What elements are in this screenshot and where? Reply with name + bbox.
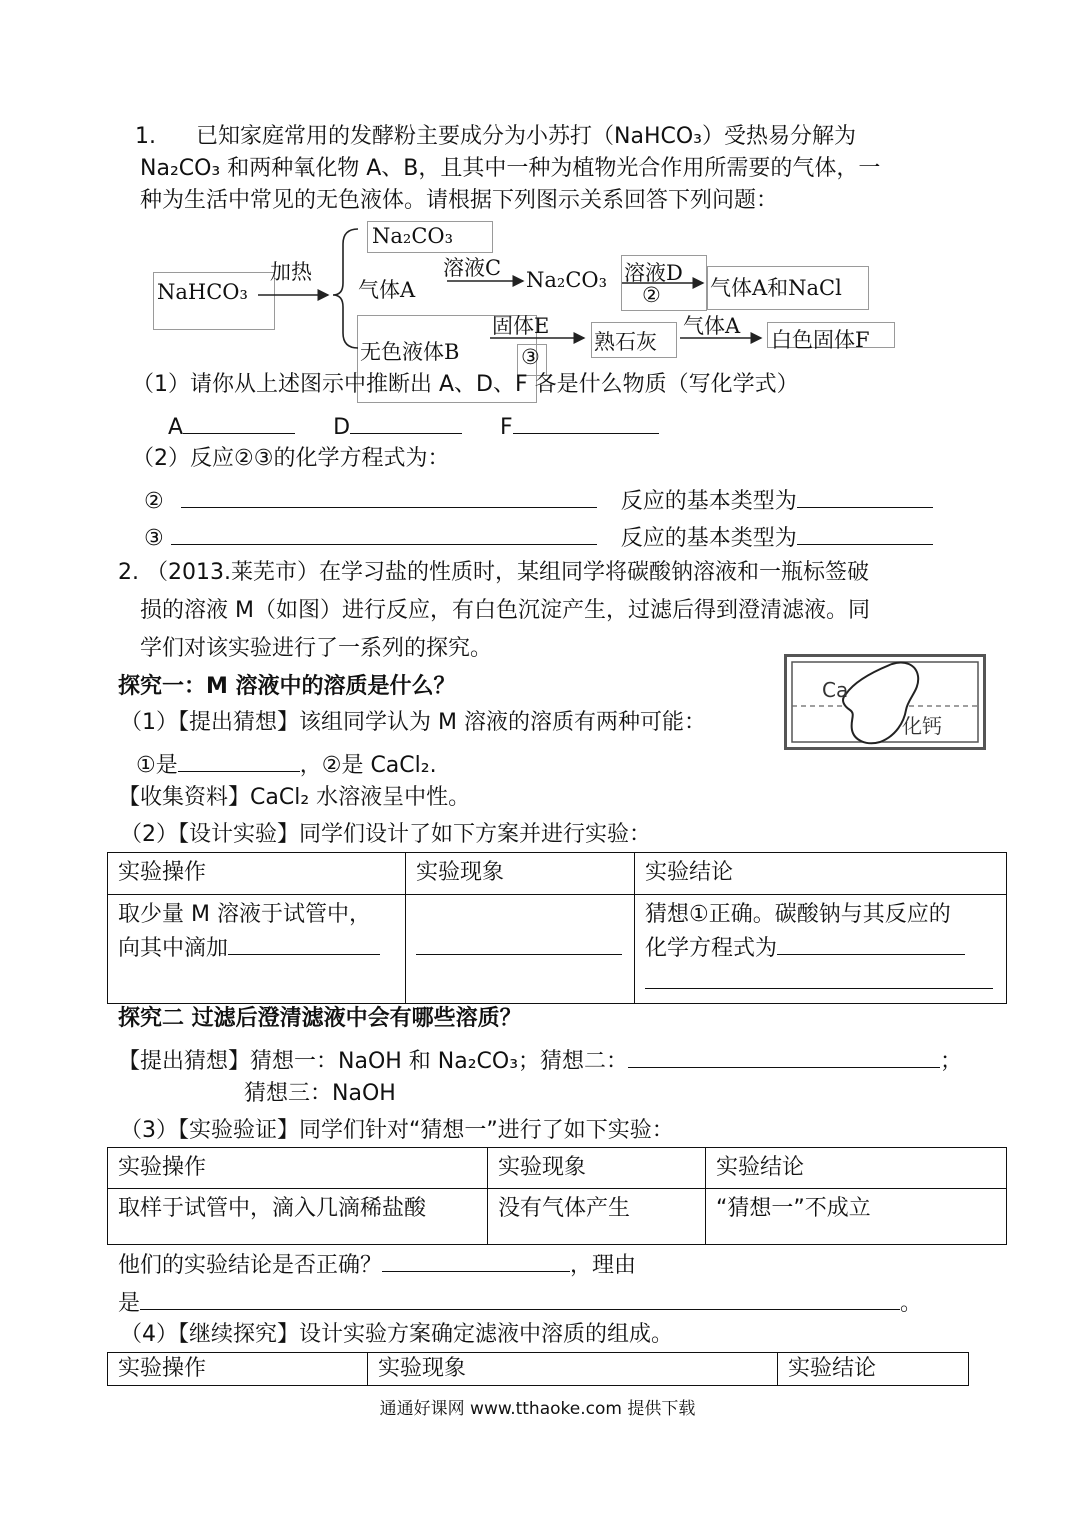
solution-d-label: 溶液D <box>624 261 683 285</box>
t1-conc-line2: 化学方程式为 <box>645 935 778 961</box>
q1-sub2: （2）反应②③的化学方程式为： <box>132 446 450 471</box>
reason-blank[interactable] <box>140 1286 900 1310</box>
torn-label-figure <box>784 654 986 750</box>
blank-d-line[interactable] <box>350 410 462 434</box>
t1-conc-blank-2[interactable] <box>645 965 993 989</box>
reason-label: ，理由 <box>570 1253 637 1279</box>
guess-two-end: ； <box>940 1049 963 1075</box>
q2-line2: 损的溶液 M（如图）进行反应，有白色沉淀产生，过滤后得到澄清滤液。同 <box>140 598 870 623</box>
reaction-3-type-label: 反应的基本类型为 <box>620 526 797 552</box>
t3-header-conclusion: 实验结论 <box>778 1353 969 1386</box>
experiment-table-3 <box>107 1352 969 1386</box>
experiment-table-1 <box>107 852 1007 1004</box>
label-text-left: Ca <box>822 678 849 702</box>
t1-conc-blank[interactable] <box>777 931 965 955</box>
reaction-3-label: ③ <box>144 526 164 552</box>
guess-intro: （1）【提出猜想】该组同学认为 M 溶液的溶质有两种可能： <box>120 710 706 735</box>
correct-blank[interactable] <box>382 1248 570 1272</box>
t1-op-line1: 取少量 M 溶液于试管中， <box>118 902 371 927</box>
collect-info: 【收集资料】CaCl₂ 水溶液呈中性。 <box>118 785 471 810</box>
experiment-table-2 <box>107 1147 1007 1245</box>
correct-question-row <box>118 1248 636 1279</box>
torn-label-drawing <box>784 654 986 750</box>
q2-line3: 学们对该实验进行了一系列的探究。 <box>140 636 493 661</box>
diagram-arrows <box>0 0 1075 420</box>
lime-label: 熟石灰 <box>594 330 657 354</box>
blank-a-line[interactable] <box>183 410 295 434</box>
circle-2-label: ② <box>642 283 661 307</box>
t2-header-op: 实验操作 <box>108 1148 488 1189</box>
gas-a-label: 气体A <box>358 278 416 302</box>
verify-line: （3）【实验验证】同学们针对“猜想一”进行了如下实验： <box>120 1118 674 1143</box>
na2co3-mid-label: Na₂CO₃ <box>526 268 608 292</box>
guess-one-two-label: 【提出猜想】猜想一：NaOH 和 Na₂CO₃；猜想二： <box>118 1049 629 1075</box>
is-label: 是 <box>118 1291 141 1317</box>
t2-phenomenon-cell: 没有气体产生 <box>488 1188 706 1244</box>
label-text-right: 化钙 <box>902 714 942 738</box>
reaction-2-type-label: 反应的基本类型为 <box>620 489 797 515</box>
correct-question: 他们的实验结论是否正确？ <box>118 1253 383 1279</box>
t2-op-cell: 取样于试管中，滴入几滴稀盐酸 <box>108 1188 488 1244</box>
reaction-3-row <box>144 521 933 552</box>
reason-row <box>118 1286 922 1317</box>
q1-line3: 种为生活中常见的无色液体。请根据下列图示关系回答下列问题： <box>140 188 779 213</box>
t1-op-cell <box>108 895 406 1004</box>
t1-header-op: 实验操作 <box>108 853 406 895</box>
q1-sub1: （1）请你从上述图示中推断出 A、D、F 各是什么物质（写化学式） <box>132 372 799 397</box>
blank-d-label: D <box>333 415 351 441</box>
reaction-3-type-blank[interactable] <box>797 521 933 545</box>
design-line: （2）【设计实验】同学们设计了如下方案并进行实验： <box>120 822 651 847</box>
blank-f-label: F <box>500 415 513 441</box>
reaction-2-type-blank[interactable] <box>797 484 933 508</box>
liquid-b-label: 无色液体B <box>360 340 460 364</box>
t1-phenomenon-cell <box>406 895 635 1004</box>
blank-a-label: A <box>168 415 184 441</box>
footer: 通通好课网 www.tthaoke.com 提供下载 <box>379 1399 696 1419</box>
t1-op-blank[interactable] <box>228 931 380 955</box>
t3-header-phenomenon: 实验现象 <box>368 1353 778 1386</box>
solution-c-label: 溶液C <box>443 256 502 280</box>
guess-two-blank[interactable] <box>628 1044 940 1068</box>
white-solid-f-label: 白色固体F <box>771 328 870 352</box>
guess-three: 猜想三：NaOH <box>244 1081 396 1106</box>
q1-line1: 已知家庭常用的发酵粉主要成分为小苏打（NaHCO₃）受热易分解为 <box>196 124 856 149</box>
q2-line1: 2. （2013.莱芜市）在学习盐的性质时，某组同学将碳酸钠溶液和一瓶标签破 <box>118 560 869 585</box>
t2-conclusion-cell: “猜想一”不成立 <box>706 1188 1007 1244</box>
circle-3-label: ③ <box>521 345 540 369</box>
t1-conclusion-cell <box>635 895 1007 1004</box>
reaction-2-blank[interactable] <box>181 484 597 508</box>
t1-op-line2: 向其中滴加 <box>118 935 229 961</box>
t2-header-phenomenon: 实验现象 <box>488 1148 706 1189</box>
guess-2-label: ，②是 CaCl₂. <box>299 753 437 779</box>
t1-header-phenomenon: 实验现象 <box>406 853 635 895</box>
explore-one-heading: 探究一：M 溶液中的溶质是什么？ <box>118 674 456 699</box>
reaction-3-blank[interactable] <box>171 521 597 545</box>
t2-header-conclusion: 实验结论 <box>706 1148 1007 1189</box>
guess-1-blank[interactable] <box>178 748 300 772</box>
reaction-2-row <box>144 484 933 515</box>
t3-header-op: 实验操作 <box>108 1353 368 1386</box>
t1-header-conclusion: 实验结论 <box>635 853 1007 895</box>
guess-two-row <box>118 1044 962 1075</box>
blank-f-line[interactable] <box>513 410 659 434</box>
t1-conc-line1: 猜想①正确。碳酸钠与其反应的 <box>645 902 951 927</box>
q1-number: 1. <box>135 124 156 149</box>
reason-period: 。 <box>900 1291 923 1317</box>
t1-phenomenon-blank[interactable] <box>416 931 622 955</box>
solid-e-label: 固体E <box>492 314 550 338</box>
continue-line: （4）【继续探究】设计实验方案确定滤液中溶质的组成。 <box>120 1322 673 1347</box>
heat-label: 加热 <box>270 260 312 284</box>
gas-a2-label: 气体A <box>683 314 741 338</box>
nahco3-label: NaHCO₃ <box>157 280 248 304</box>
reaction-2-label: ② <box>144 489 164 515</box>
guess-row <box>136 748 437 779</box>
na2co3-top-label: Na₂CO₃ <box>372 224 454 248</box>
gas-a-nacl-label: 气体A和NaCl <box>710 276 842 300</box>
guess-1-label: ①是 <box>136 753 178 779</box>
blank-a-row <box>168 410 659 441</box>
explore-two-heading: 探究二 过滤后澄清滤液中会有哪些溶质？ <box>118 1006 522 1031</box>
q1-line2: Na₂CO₃ 和两种氧化物 A、B，且其中一种为植物光合作用所需要的气体，一 <box>140 156 881 181</box>
